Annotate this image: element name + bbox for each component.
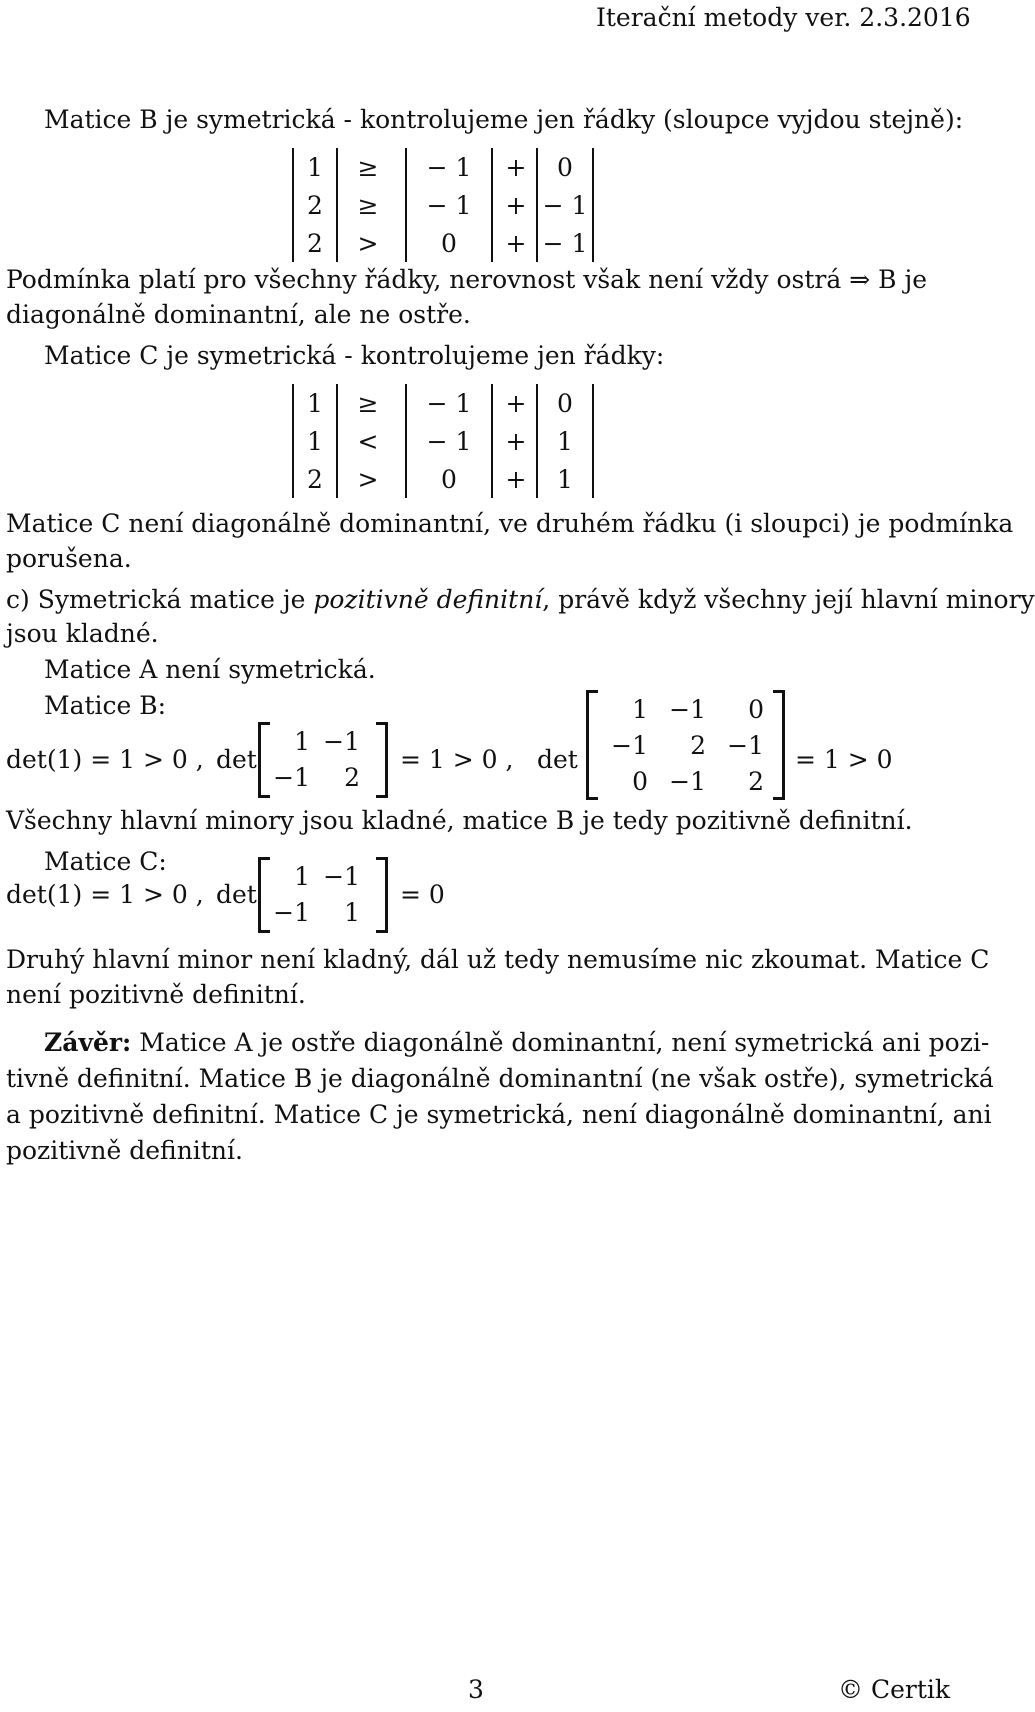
matrix-a-note: Matice A není symetrická.: [44, 655, 376, 684]
term-c: − 1: [536, 224, 594, 262]
det-b-word-1: det: [216, 745, 257, 774]
part-c-line-1-b: , právě když všechny její hlavní minory: [542, 585, 1035, 614]
term-rel: <: [357, 426, 379, 456]
running-head: Iterační metody ver. 2.3.2016: [596, 3, 971, 32]
b-summary: Všechny hlavní minory jsou kladné, matice B je tedy pozitivně definitní.: [6, 806, 913, 835]
matrix-entry: 1: [294, 862, 310, 891]
term-rel: ≥: [357, 152, 379, 182]
term-c: − 1: [536, 186, 594, 224]
section-b-conclusion-2: diagonálně dominantní, ale ne ostře.: [6, 300, 471, 329]
section-c-conclusion-1: Matice C není diagonálně dominantní, ve druhém řádku (i sloupci) je podmínka: [6, 509, 1014, 538]
matrix-entry: −1: [669, 767, 706, 796]
term-b: − 1: [405, 422, 493, 460]
matrix-c2: [268, 857, 378, 933]
part-c-line-1: [6, 582, 1035, 617]
part-c-line-1-em: pozitivně definitní: [313, 585, 543, 614]
term-rel: >: [357, 464, 379, 494]
matrix-entry: 1: [344, 898, 360, 927]
matrix-entry: 0: [632, 767, 648, 796]
term-plus: +: [505, 426, 527, 456]
det-b-result-2: = 1 > 0 ,: [400, 745, 514, 774]
matrix-entry: 0: [748, 695, 764, 724]
term-c: 0: [536, 148, 594, 186]
det-b-word-2: det: [537, 745, 578, 774]
part-c-line-2: jsou kladné.: [6, 619, 159, 648]
matrix-entry: −1: [727, 731, 764, 760]
det-b-result-3: = 1 > 0: [795, 745, 893, 774]
matrix-c-label: Matice C:: [44, 847, 167, 876]
matrix-entry: 2: [690, 731, 706, 760]
term-b: − 1: [405, 148, 493, 186]
conclusion-line-1: [44, 1025, 989, 1060]
term-plus: +: [505, 464, 527, 494]
c-summary-1: Druhý hlavní minor není kladný, dál už tedy nemusíme nic zkoumat. Matice C: [6, 945, 990, 974]
matrix-entry: 2: [344, 763, 360, 792]
copyright: © Certik: [838, 1675, 951, 1704]
det-c-word: det: [216, 880, 257, 909]
term-plus: +: [505, 388, 527, 418]
det-b-1: det(1) = 1 > 0 ,: [6, 745, 204, 774]
det-c-result-2: = 0: [400, 880, 445, 909]
term-c: 0: [536, 384, 594, 422]
term-plus: +: [505, 228, 527, 258]
matrix-entry: 1: [294, 727, 310, 756]
term-a: 2: [292, 224, 338, 262]
matrix-entry: −1: [323, 862, 360, 891]
det-c-1: det(1) = 1 > 0 ,: [6, 880, 204, 909]
term-rel: ≥: [357, 190, 379, 220]
page-number: 3: [468, 1675, 484, 1704]
conclusion-label: Závěr:: [44, 1028, 132, 1057]
term-c: 1: [536, 460, 594, 498]
term-b: 0: [405, 460, 493, 498]
matrix-entry: −1: [273, 898, 310, 927]
term-c: 1: [536, 422, 594, 460]
conclusion-line-2: tivně definitní. Matice B je diagonálně dominantní (ne však ostře), symetrická: [6, 1064, 994, 1093]
term-b: − 1: [405, 186, 493, 224]
term-a: 1: [292, 384, 338, 422]
term-plus: +: [505, 190, 527, 220]
section-b-conclusion-1: Podmínka platí pro všechny řádky, nerovnost však není vždy ostrá ⇒ B je: [6, 265, 927, 294]
term-a: 1: [292, 422, 338, 460]
conclusion-line-4: pozitivně definitní.: [6, 1136, 243, 1165]
matrix-entry: −1: [611, 731, 648, 760]
matrix-b3: [598, 690, 776, 800]
conclusion-line-1-text: Matice A je ostře diagonálně dominantní, není symetrická ani pozi-: [131, 1028, 990, 1057]
matrix-b3-left-bracket: [586, 690, 598, 800]
matrix-entry: 1: [632, 695, 648, 724]
term-a: 2: [292, 186, 338, 224]
term-plus: +: [505, 152, 527, 182]
matrix-entry: −1: [669, 695, 706, 724]
term-rel: >: [357, 228, 379, 258]
part-c-line-1-a: c) Symetrická matice je: [6, 585, 314, 614]
matrix-b-label: Matice B:: [44, 691, 167, 720]
c-summary-2: není pozitivně definitní.: [6, 980, 306, 1009]
matrix-entry: −1: [323, 727, 360, 756]
term-b: 0: [405, 224, 493, 262]
section-b-intro: Matice B je symetrická - kontrolujeme jen řádky (sloupce vyjdou stejně):: [44, 105, 964, 134]
matrix-entry: −1: [273, 763, 310, 792]
matrix-b2: [268, 722, 378, 798]
term-rel: ≥: [357, 388, 379, 418]
term-a: 2: [292, 460, 338, 498]
section-c-conclusion-2: porušena.: [6, 544, 132, 573]
conclusion-line-3: a pozitivně definitní. Matice C je symetrická, není diagonálně dominantní, ani: [6, 1100, 992, 1129]
term-a: 1: [292, 148, 338, 186]
matrix-entry: 2: [748, 767, 764, 796]
section-c-intro: Matice C je symetrická - kontrolujeme jen řádky:: [44, 341, 665, 370]
term-b: − 1: [405, 384, 493, 422]
